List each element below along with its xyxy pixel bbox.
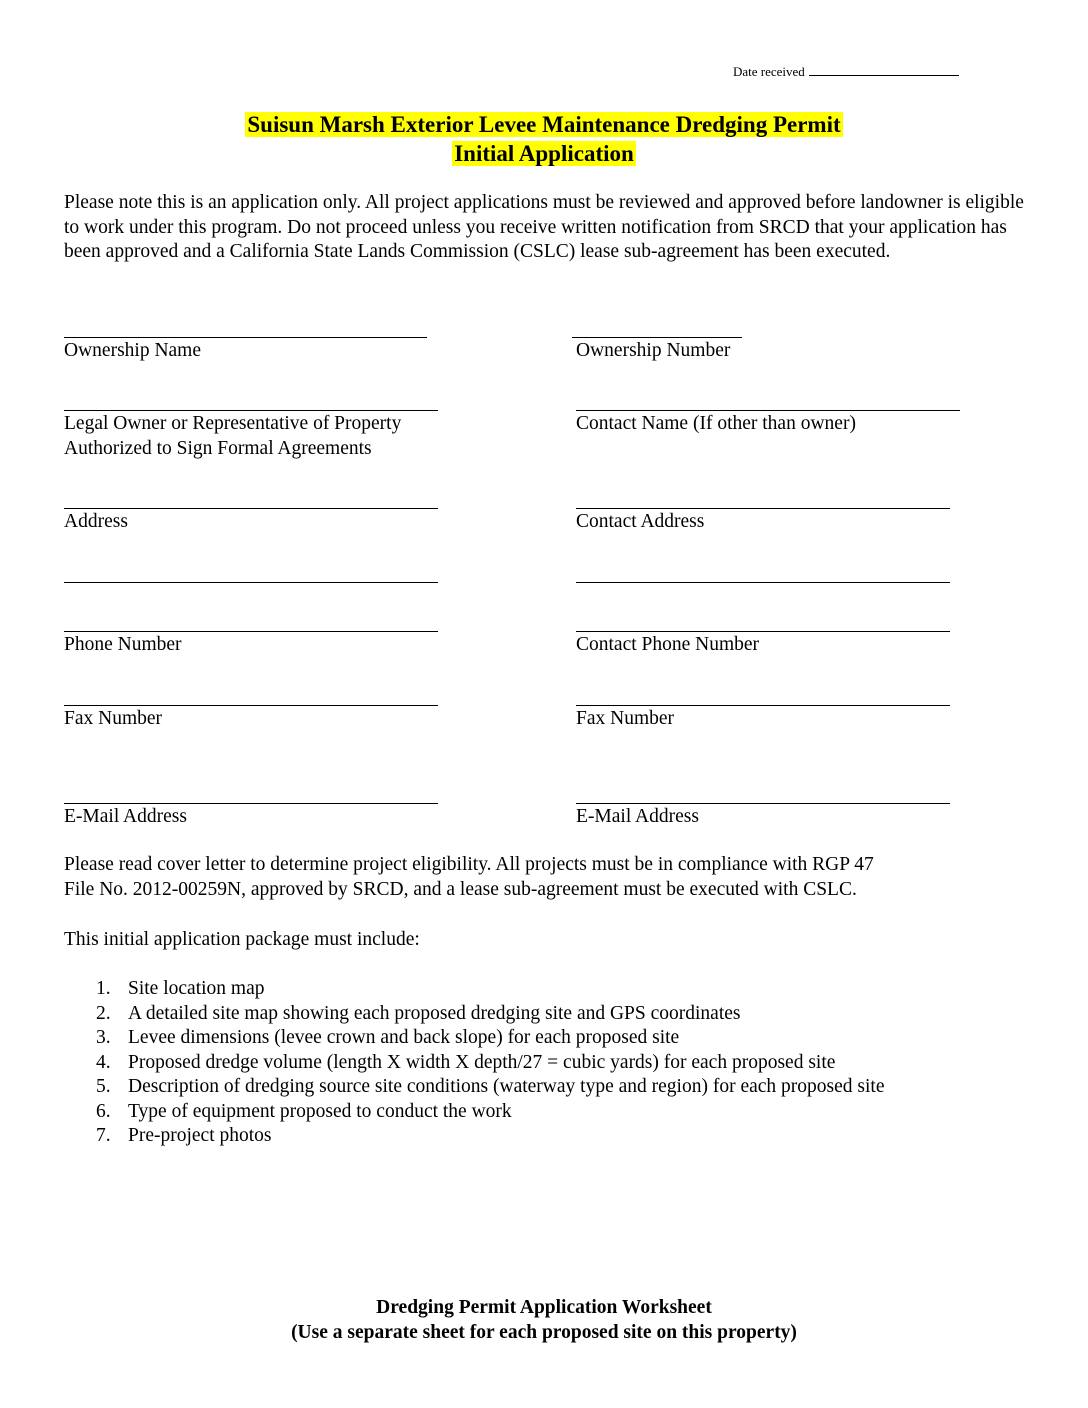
ownership-number-field[interactable] — [572, 337, 742, 338]
date-received-label: Date received — [733, 64, 805, 79]
phone-number-field[interactable] — [64, 631, 438, 632]
page-title-line1: Suisun Marsh Exterior Levee Maintenance Dredging Permit — [247, 112, 841, 137]
list-item-number: 6. — [96, 1100, 111, 1122]
contact-name-field[interactable] — [576, 410, 960, 411]
address-field-line2[interactable] — [64, 582, 438, 583]
address-field[interactable] — [64, 508, 438, 509]
package-intro: This initial application package must include: — [64, 929, 420, 950]
list-item-number: 3. — [96, 1027, 111, 1048]
contact-fax-number-label: Fax Number — [576, 708, 675, 729]
address-label: Address — [64, 511, 128, 532]
fax-number-field[interactable] — [64, 705, 438, 706]
page-subtitle — [0, 139, 1088, 168]
list-item-text: Site location map — [128, 978, 265, 999]
date-received — [733, 64, 959, 80]
contact-fax-number-field[interactable] — [576, 705, 950, 706]
list-item — [96, 1002, 884, 1027]
eligibility-line1: Please read cover letter to determine project eligibility. All projects must be in compliance with RGP 47 — [64, 854, 874, 875]
ownership-name-label: Ownership Name — [64, 340, 202, 361]
list-item-text: Proposed dredge volume (length X width X depth/27 = cubic yards) for each proposed site — [128, 1051, 836, 1073]
eligibility-line2: File No. 2012-00259N, approved by SRCD, and a lease sub-agreement must be executed with CSLC. — [64, 879, 857, 900]
list-item-text: Type of equipment proposed to conduct the work — [128, 1100, 512, 1122]
list-item — [96, 1051, 884, 1076]
contact-email-field[interactable] — [576, 803, 950, 804]
list-item-number: 2. — [96, 1002, 111, 1024]
email-field[interactable] — [64, 803, 438, 804]
worksheet-title: Dredging Permit Application Worksheet — [376, 1297, 712, 1318]
contact-phone-number-label: Contact Phone Number — [576, 634, 760, 655]
contact-email-label: E-Mail Address — [576, 806, 699, 827]
date-received-field[interactable] — [809, 65, 959, 76]
contact-address-label: Contact Address — [576, 511, 705, 532]
legal-owner-label-line2: Authorized to Sign Formal Agreements — [64, 438, 372, 459]
intro-paragraph: Please note this is an application only. All project applications must be reviewed and approved before landowner is eligible to work under this program. Do not proceed unless you receive written notification from SRCD that your application has been approved and a California State Lands Commission (CSLC) lease sub-agreement has been executed. — [64, 192, 1024, 262]
ownership-name-field[interactable] — [64, 337, 427, 338]
page-title-line2: Initial Application — [454, 141, 634, 166]
list-item — [96, 1075, 884, 1100]
list-item — [96, 1124, 884, 1149]
contact-name-label: Contact Name (If other than owner) — [576, 413, 856, 434]
list-item-number: 1. — [96, 978, 111, 999]
list-item — [96, 1026, 884, 1051]
phone-number-label: Phone Number — [64, 634, 182, 655]
contact-phone-number-field[interactable] — [576, 631, 950, 632]
contact-address-field-line2[interactable] — [576, 582, 950, 583]
legal-owner-label-line1: Legal Owner or Representative of Property — [64, 413, 402, 434]
ownership-number-label: Ownership Number — [576, 340, 731, 361]
list-item — [96, 977, 884, 1002]
list-item-text: Levee dimensions (levee crown and back slope) for each proposed site — [128, 1027, 680, 1048]
list-item-text: Pre-project photos — [128, 1125, 272, 1146]
list-item-text: Description of dredging source site conditions (waterway type and region) for each proposed site — [128, 1076, 885, 1097]
list-item-text: A detailed site map showing each proposed dredging site and GPS coordinates — [128, 1002, 741, 1024]
contact-address-field[interactable] — [576, 508, 950, 509]
list-item-number: 4. — [96, 1051, 111, 1073]
fax-number-label: Fax Number — [64, 708, 163, 729]
legal-owner-field[interactable] — [64, 410, 438, 411]
page-title — [0, 110, 1088, 139]
list-item — [96, 1100, 884, 1125]
email-label: E-Mail Address — [64, 806, 187, 827]
list-item-number: 5. — [96, 1076, 111, 1097]
requirements-list — [96, 977, 884, 1149]
worksheet-subtitle: (Use a separate sheet for each proposed site on this property) — [291, 1322, 797, 1343]
list-item-number: 7. — [96, 1125, 111, 1146]
